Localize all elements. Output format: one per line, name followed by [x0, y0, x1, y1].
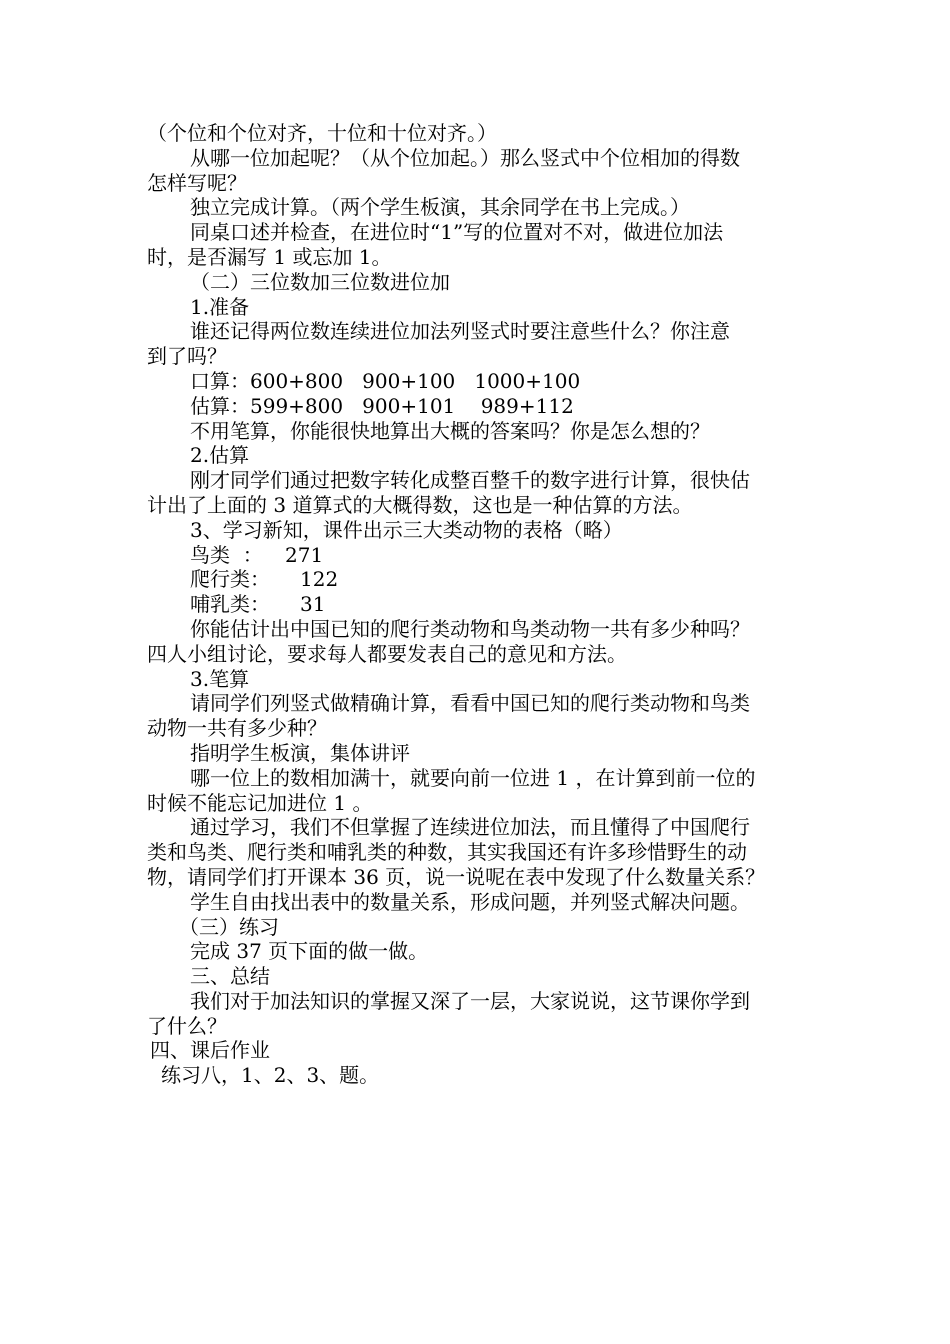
section-heading: 三、总结	[190, 964, 270, 989]
text-line: 独立完成计算。（两个学生板演，其余同学在书上完成。）	[190, 195, 690, 220]
animal-row-reptiles	[147, 567, 822, 592]
text-line: 刚才同学们通过把数字转化成整百整千的数字进行计算，很快估	[190, 468, 750, 493]
animal-count: 122	[300, 567, 339, 592]
text-line: 谁还记得两位数连续进位加法列竖式时要注意些什么？你注意	[190, 319, 730, 344]
animal-row-mammals	[147, 592, 822, 617]
text-line: 类和鸟类、爬行类和哺乳类的种数，其实我国还有许多珍惜野生的动	[147, 840, 747, 865]
text-line: 同桌口述并检查，在进位时“1”写的位置对不对，做进位加法	[190, 220, 724, 245]
text-line: 不用笔算，你能很快地算出大概的答案吗？你是怎么想的？	[190, 418, 710, 443]
estimate-line: 估算：599+800 900+101 989+112	[190, 393, 574, 418]
text-line: 时，是否漏写 1 或忘加 1。	[147, 244, 392, 269]
text-line: 通过学习，我们不但掌握了连续进位加法，而且懂得了中国爬行	[190, 815, 750, 840]
subsection-heading: 3.笔算	[190, 666, 250, 691]
text-line: 时候不能忘记加进位 1 。	[147, 790, 373, 815]
text-line: 完成 37 页下面的做一做。	[190, 939, 429, 964]
animal-count: 31	[300, 592, 326, 617]
text-line: 计出了上面的 3 道算式的大概得数，这也是一种估算的方法。	[147, 492, 693, 517]
text-line: 四人小组讨论，要求每人都要发表自己的意见和方法。	[147, 641, 627, 666]
text-line: 动物一共有多少种？	[147, 716, 327, 741]
section-heading: 四、课后作业	[150, 1038, 270, 1063]
text-line: 从哪一位加起呢？（从个位加起。）那么竖式中个位相加的得数	[190, 145, 740, 170]
document-page	[147, 121, 822, 1088]
animal-row-birds	[147, 543, 822, 568]
text-line: （个位和个位对齐，十位和十位对齐。）	[147, 121, 497, 145]
text-line: 指明学生板演，集体讲评	[190, 740, 410, 765]
text-line: 我们对于加法知识的掌握又深了一层，大家说说，这节课你学到	[190, 988, 750, 1013]
text-line: 了什么？	[147, 1013, 227, 1038]
text-line: 到了吗？	[147, 344, 227, 369]
text-line: 哪一位上的数相加满十，就要向前一位进 1 ，在计算到前一位的	[190, 765, 756, 790]
subsection-heading: 1.准备	[190, 294, 250, 319]
animal-label: 爬行类：	[190, 567, 270, 592]
mental-math-line: 口算：600+800 900+100 1000+100	[190, 368, 581, 393]
animal-label: 鸟类 ：	[190, 542, 263, 567]
text-line: 3、学习新知，课件出示三大类动物的表格（略）	[190, 517, 623, 542]
text-line: 怎样写呢？	[147, 170, 247, 195]
section-heading: （二）三位数加三位数进位加	[190, 269, 450, 294]
section-heading: （三）练习	[179, 914, 279, 939]
subsection-heading: 2.估算	[190, 443, 250, 468]
animal-count: 271	[285, 542, 324, 567]
text-line: 你能估计出中国已知的爬行类动物和鸟类动物一共有多少种吗？	[190, 616, 750, 641]
animal-label: 哺乳类：	[190, 592, 270, 617]
text-line: 学生自由找出表中的数量关系，形成问题，并列竖式解决问题。	[190, 889, 750, 914]
text-line: 练习八，1、2、3、题。	[161, 1063, 380, 1088]
text-line: 物，请同学们打开课本 36 页，说一说呢在表中发现了什么数量关系？	[147, 864, 766, 889]
text-line: 请同学们列竖式做精确计算，看看中国已知的爬行类动物和鸟类	[190, 691, 750, 716]
